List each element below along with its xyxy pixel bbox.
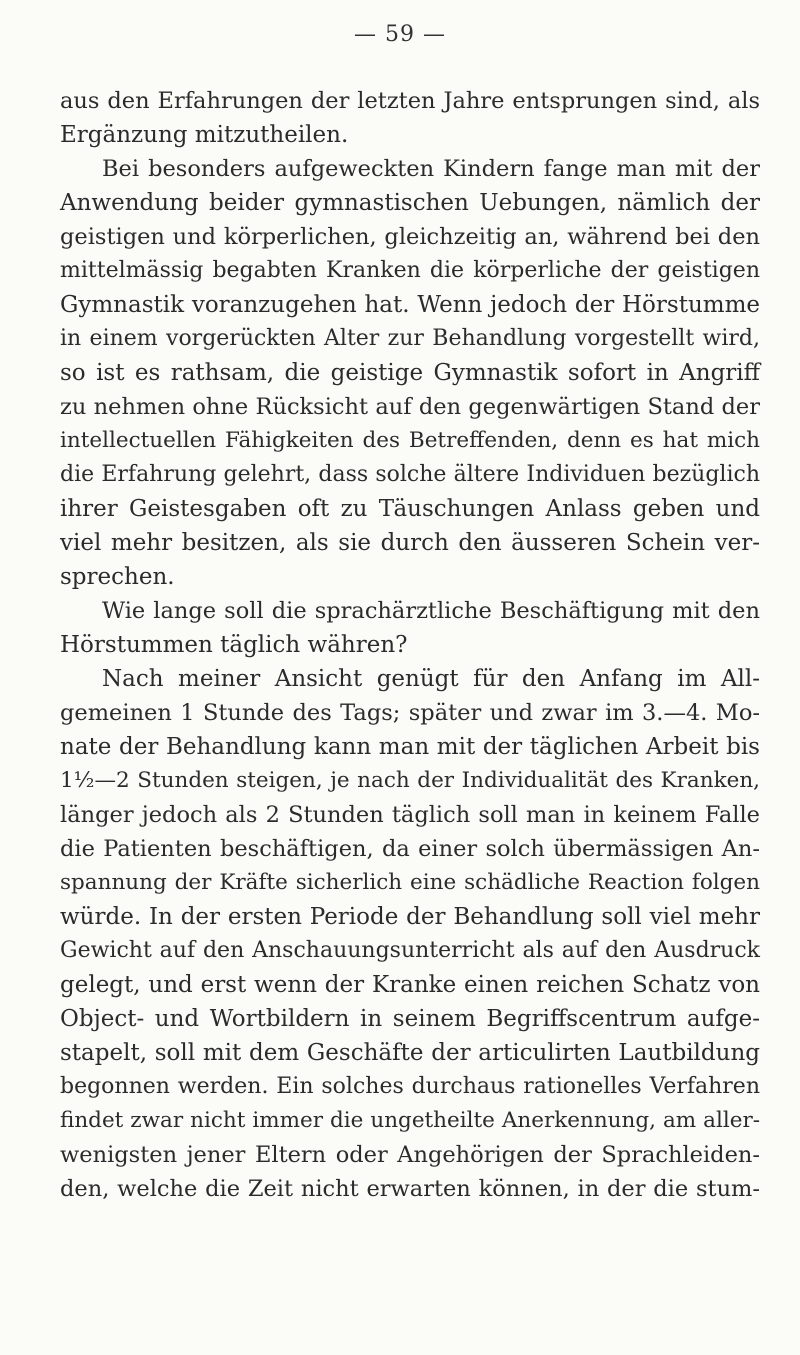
text-line-15: sprechen. xyxy=(60,564,175,590)
text-line-7: Gymnastik voranzugehen hat. Wenn jedoch der Hörstumme xyxy=(60,292,760,318)
text-line-29: stapelt, soll mit dem Geschäfte der articulirten Lautbildung xyxy=(60,1040,760,1066)
text-line-1: aus den Erfahrungen der letzten Jahre entsprungen sind, als xyxy=(60,88,760,114)
text-line-19: gemeinen 1 Stunde des Tags; später und zwar im 3.—4. Mo- xyxy=(60,700,760,726)
text-line-18: Nach meiner Ansicht genügt für den Anfang im All- xyxy=(102,666,760,692)
text-line-13: ihrer Geistesgaben oft zu Täuschungen Anlass geben und xyxy=(60,496,760,522)
text-line-27: gelegt, und erst wenn der Kranke einen reichen Schatz von xyxy=(60,972,760,998)
text-line-14: viel mehr besitzen, als sie durch den äusseren Schein ver- xyxy=(60,530,760,556)
text-line-2: Ergänzung mitzutheilen. xyxy=(60,122,349,148)
text-line-24: spannung der Kräfte sicherlich eine schädliche Reaction folgen xyxy=(60,870,760,895)
text-line-32: wenigsten jener Eltern oder Angehörigen der Sprachleiden- xyxy=(60,1142,760,1168)
text-line-10: zu nehmen ohne Rücksicht auf den gegenwärtigen Stand der xyxy=(60,394,760,420)
text-line-22: länger jedoch als 2 Stunden täglich soll man in keinem Falle xyxy=(60,802,760,828)
text-line-9: so ist es rathsam, die geistige Gymnastik sofort in Angriff xyxy=(60,360,760,386)
text-line-17: Hörstummen täglich währen? xyxy=(60,632,408,658)
text-line-11: intellectuellen Fähigkeiten des Betreffenden, denn es hat mich xyxy=(60,428,760,453)
text-line-4: Anwendung beider gymnastischen Uebungen, nämlich der xyxy=(60,190,760,216)
text-line-16: Wie lange soll die sprachärztliche Beschäftigung mit den xyxy=(102,598,760,624)
text-line-33: den, welche die Zeit nicht erwarten können, in der die stum- xyxy=(60,1176,760,1202)
text-line-23: die Patienten beschäftigen, da einer solch übermässigen An- xyxy=(60,836,760,862)
text-line-8: in einem vorgerückten Alter zur Behandlung vorgestellt wird, xyxy=(60,326,760,351)
text-line-31: findet zwar nicht immer die ungetheilte Anerkennung, am aller- xyxy=(60,1108,760,1133)
text-line-12: die Erfahrung gelehrt, dass solche ältere Individuen bezüglich xyxy=(60,462,760,487)
text-line-6: mittelmässig begabten Kranken die körperliche der geistigen xyxy=(60,258,760,283)
page-number: — 59 — xyxy=(354,22,446,47)
text-line-5: geistigen und körperlichen, gleichzeitig an, während bei den xyxy=(60,224,760,250)
text-line-3: Bei besonders aufgeweckten Kindern fange man mit der xyxy=(102,156,760,182)
text-line-25: würde. In der ersten Periode der Behandlung soll viel mehr xyxy=(60,904,760,930)
text-line-26: Gewicht auf den Anschauungsunterricht als auf den Ausdruck xyxy=(60,938,760,963)
text-line-20: nate der Behandlung kann man mit der täglichen Arbeit bis xyxy=(60,734,760,760)
text-line-30: begonnen werden. Ein solches durchaus rationelles Verfahren xyxy=(60,1074,760,1099)
text-line-28: Object- und Wortbildern in seinem Begriffscentrum aufge- xyxy=(60,1006,760,1032)
text-line-21: 1½—2 Stunden steigen, je nach der Individualität des Kranken, xyxy=(60,768,760,793)
